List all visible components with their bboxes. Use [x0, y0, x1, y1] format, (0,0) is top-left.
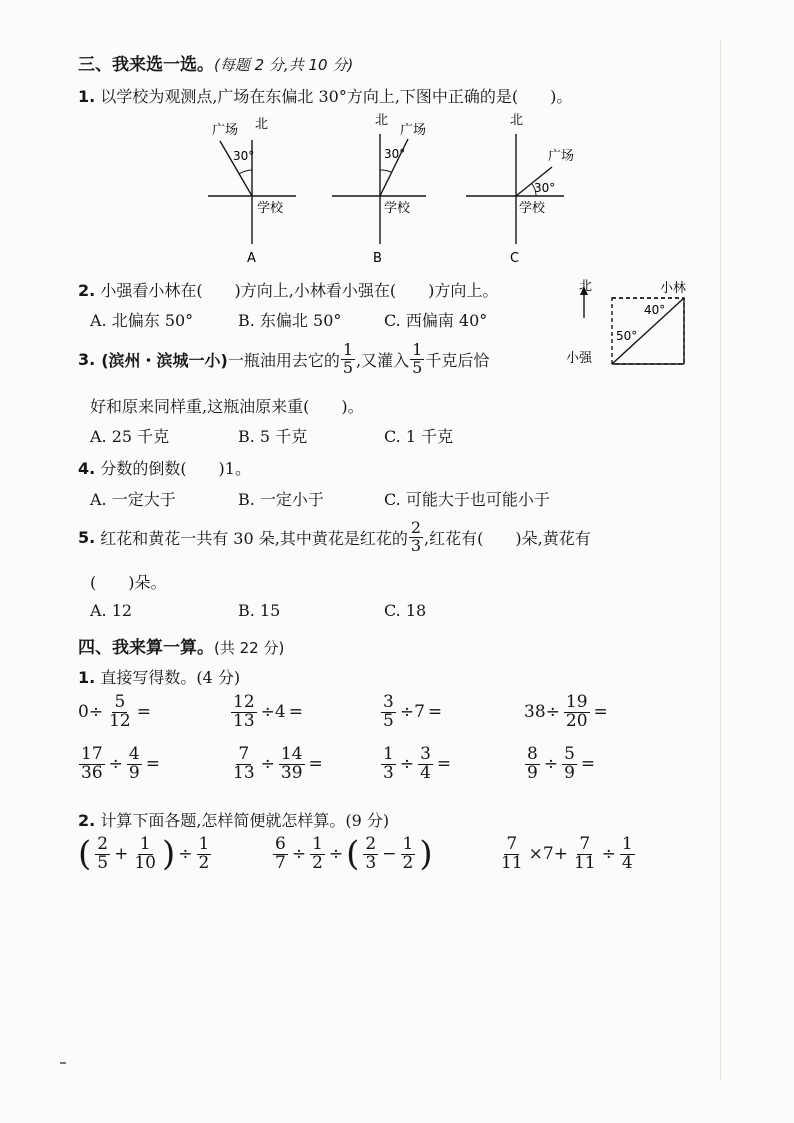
question-text: 以学校为观测点,广场在东偏北 30°方向上,下图中正确的是( )。 — [100, 87, 573, 106]
q2-option-b[interactable]: B. 东偏北 50° — [238, 311, 342, 330]
question-text: 小强看小林在( )方向上,小林看小强在( )方向上。 — [100, 281, 499, 300]
question-text-b: ,又灌入 — [356, 350, 410, 370]
fraction: $\frac{17}{36}$ — [81, 744, 103, 783]
question-text-a: 一瓶油用去它的 — [227, 350, 340, 370]
mental-math-item: $\frac{8}{9}$ ÷ $\frac{5}{9}$ = — [527, 744, 596, 783]
north-label: 北 — [255, 117, 269, 132]
q5-option-a[interactable]: A. 12 — [90, 601, 133, 620]
mental-math-item: $\frac{1}{3}$ ÷ $\frac{3}{4}$ = — [383, 744, 452, 783]
fraction: $\frac{1}{2}$ — [402, 834, 414, 873]
plaza-label: 广场 — [548, 149, 575, 164]
fraction: $\frac{3}{5}$ — [383, 692, 394, 731]
plaza-label: 广场 — [400, 123, 427, 138]
direction-diagrams — [200, 112, 600, 272]
diagram-c — [466, 113, 574, 266]
fraction-one-fifth-2: $\frac{1}{5}$ — [412, 340, 423, 377]
question-text-b: ,红花有( )朵,黄花有 — [424, 528, 591, 548]
calc-2 — [78, 808, 389, 831]
q5-line2: ( )朵。 — [90, 573, 167, 592]
q3-option-c[interactable]: C. 1 千克 — [384, 427, 454, 446]
angle-label: 30° — [534, 181, 556, 195]
section-4-title: 四、我来算一算。 — [78, 638, 214, 658]
q3-option-a[interactable]: A. 25 千克 — [90, 427, 170, 446]
question-number: 5. — [78, 527, 96, 547]
diagram-b — [332, 113, 426, 266]
question-3 — [78, 342, 489, 377]
north-label: 北 — [375, 113, 389, 128]
section-4-note: (共 22 分) — [214, 639, 285, 657]
question-4 — [78, 456, 251, 479]
question-text: 计算下面各题,怎样简便就怎样算。(9 分) — [100, 811, 390, 830]
fraction: $\frac{7}{11}$ — [501, 834, 523, 873]
fraction: $\frac{1}{4}$ — [621, 834, 633, 873]
expression-2: $\frac{6}{7}$ ÷ $\frac{1}{2}$ ÷ ( $\frac{2}{3}$ − $\frac{1}{2}$ ) — [275, 834, 433, 875]
q2-option-a[interactable]: A. 北偏东 50° — [90, 311, 194, 330]
page-edge — [720, 40, 721, 1080]
q5-option-b[interactable]: B. 15 — [238, 601, 281, 620]
fraction: $\frac{14}{39}$ — [280, 744, 303, 783]
question-text: 直接写得数。(4 分) — [100, 668, 241, 687]
section-3-heading — [78, 50, 353, 75]
mental-math-item: $\frac{7}{13}$ ÷ $\frac{14}{39}$ = — [233, 744, 323, 783]
question-5 — [78, 520, 591, 555]
question-number: 2. — [78, 281, 96, 300]
q3-option-b[interactable]: B. 5 千克 — [238, 427, 308, 446]
mental-math-item: $\frac{3}{5}$ ÷7 = — [383, 692, 443, 731]
plaza-label: 广场 — [212, 123, 239, 138]
xiaolin-label: 小林 — [660, 281, 687, 296]
q3-line2: 好和原来同样重,这瓶油原来重( )。 — [90, 397, 364, 416]
north-label: 北 — [510, 113, 524, 128]
xiaoqiang-label: 小强 — [566, 351, 593, 366]
fraction: $\frac{2}{5}$ — [97, 834, 109, 873]
mental-math-item: $\frac{17}{36}$ ÷ $\frac{4}{9}$ = — [81, 744, 160, 783]
section-3-note: (每题 2 分,共 10 分) — [214, 56, 354, 74]
fraction: $\frac{1}{3}$ — [383, 744, 394, 783]
q4-option-c[interactable]: C. 可能大于也可能小于 — [384, 490, 550, 509]
fraction: $\frac{6}{7}$ — [275, 834, 286, 873]
fraction: $\frac{3}{4}$ — [420, 744, 431, 783]
question-number: 4. — [78, 459, 96, 478]
fraction: $\frac{12}{13}$ — [233, 692, 255, 731]
page-mark — [60, 1062, 66, 1064]
angle-40-label: 40° — [644, 303, 666, 317]
fraction: $\frac{2}{3}$ — [365, 834, 377, 873]
q5-option-c[interactable]: C. 18 — [384, 601, 427, 620]
fraction: $\frac{7}{13}$ — [233, 744, 255, 783]
school-label: 学校 — [384, 201, 411, 216]
option-letter: C — [510, 251, 520, 266]
calc-1 — [78, 665, 240, 688]
fraction: $\frac{7}{11}$ — [573, 834, 596, 873]
angle-label: 30° — [384, 147, 406, 161]
fraction: $\frac{5}{12}$ — [109, 692, 131, 731]
mental-math-item: $\frac{12}{13}$ ÷4 = — [233, 692, 303, 731]
fraction: $\frac{1}{2}$ — [312, 834, 323, 873]
fraction: $\frac{4}{9}$ — [128, 744, 140, 783]
q4-option-a[interactable]: A. 一定大于 — [90, 490, 176, 509]
fraction: $\frac{5}{9}$ — [564, 744, 575, 783]
question-number: 3. — [78, 349, 96, 369]
fraction: $\frac{19}{20}$ — [565, 692, 588, 731]
section-4-heading — [78, 633, 284, 658]
school-label: 学校 — [257, 201, 284, 216]
question-2 — [78, 278, 498, 301]
north-label: 北 — [579, 279, 593, 294]
section-3-title: 三、我来选一选。 — [78, 55, 214, 75]
question-number: 2. — [78, 811, 96, 830]
question-text-c: 千克后恰 — [425, 350, 490, 370]
question-number: 1. — [78, 668, 96, 687]
fraction: $\frac{8}{9}$ — [527, 744, 538, 783]
fraction: $\frac{1}{10}$ — [134, 834, 156, 873]
q2-direction-figure — [562, 276, 702, 376]
q2-option-c[interactable]: C. 西偏南 40° — [384, 311, 488, 330]
option-letter: A — [247, 251, 256, 266]
fraction-two-thirds: $\frac{2}{3}$ — [410, 518, 422, 555]
question-text: 分数的倒数( )1。 — [100, 459, 251, 478]
mental-math-item: 0÷ $\frac{5}{12}$ = — [78, 692, 151, 731]
diagram-a — [208, 117, 296, 266]
mental-math-item: 38÷ $\frac{19}{20}$ = — [524, 692, 608, 731]
fraction: $\frac{1}{2}$ — [198, 834, 210, 873]
fraction-one-fifth: $\frac{1}{5}$ — [342, 340, 354, 377]
q4-option-b[interactable]: B. 一定小于 — [238, 490, 324, 509]
question-text-a: 红花和黄花一共有 30 朵,其中黄花是红花的 — [100, 528, 408, 548]
expression-3: $\frac{7}{11}$ ×7+ $\frac{7}{11}$ ÷ $\frac{1}{4}$ — [501, 834, 633, 873]
question-1 — [78, 84, 572, 107]
expression-1: ( $\frac{2}{5}$ + $\frac{1}{10}$ ) ÷ $\frac{1}{2}$ — [78, 834, 210, 875]
option-letter: B — [373, 251, 382, 266]
question-number: 1. — [78, 87, 96, 106]
angle-50-label: 50° — [616, 329, 638, 343]
angle-label: 30° — [233, 149, 255, 163]
school-label: 学校 — [519, 201, 546, 216]
question-source: (滨州・滨城一小) — [101, 350, 228, 370]
